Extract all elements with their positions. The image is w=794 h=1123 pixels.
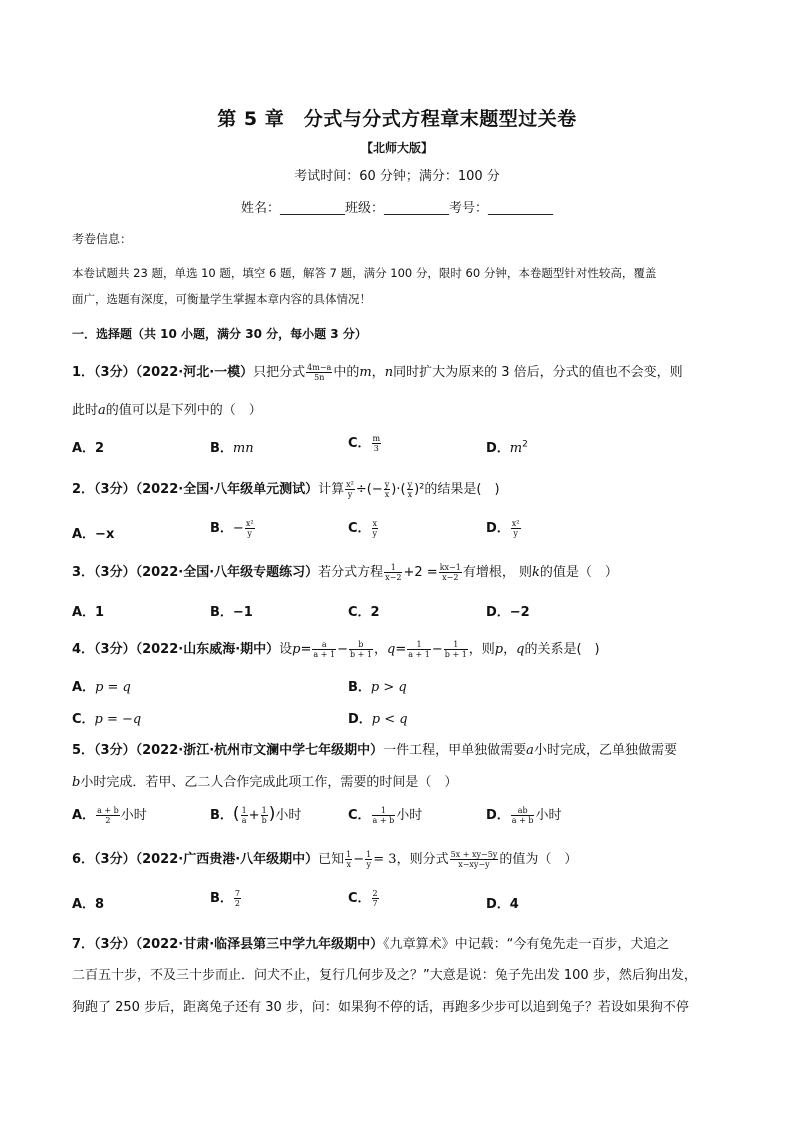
math-var: k xyxy=(531,565,540,580)
question-text: 若分式方程 xyxy=(318,565,384,580)
numerator: 1 xyxy=(261,806,267,815)
fraction xyxy=(245,519,255,538)
denominator: y xyxy=(513,529,518,538)
question-text: 的值是（ ） xyxy=(539,565,618,580)
fraction xyxy=(365,850,372,869)
denominator: a + b xyxy=(372,816,395,825)
denominator: 3 xyxy=(373,444,379,453)
intro-line: 本卷试题共 23 题，单选 10 题，填空 6 题，解答 7 题，满分 100 分，限时 60 分钟，本卷题型针对性较高，覆盖 xyxy=(72,266,657,280)
numerator: x² xyxy=(511,519,520,528)
option-label: D．−2 xyxy=(486,605,530,620)
option-b[interactable] xyxy=(210,437,254,456)
fraction xyxy=(407,480,414,499)
question-header: 2．（3分）（2022·全国·八年级单元测试） xyxy=(72,482,319,497)
fraction xyxy=(384,563,402,582)
option-label: C． xyxy=(348,521,371,536)
math-var: a xyxy=(98,403,106,418)
math-var: b xyxy=(72,775,81,790)
math-var: q xyxy=(516,642,525,657)
fraction xyxy=(345,480,355,499)
question-text: 一件工程，甲单独做需要 xyxy=(383,743,527,758)
fraction xyxy=(439,563,462,582)
option-a[interactable] xyxy=(72,523,114,542)
option-d[interactable] xyxy=(486,804,562,825)
option-d[interactable] xyxy=(486,601,530,620)
denominator: x−2 xyxy=(385,573,402,582)
question-text: )²的结果是( ) xyxy=(414,482,500,497)
numerator: 1 xyxy=(346,850,352,859)
math-op: − xyxy=(337,642,348,657)
numerator: 1 xyxy=(372,806,396,816)
option-c[interactable] xyxy=(348,804,422,825)
math-expr: p = q xyxy=(95,680,131,695)
numerator: 5x + xy−5y xyxy=(450,850,498,859)
question-header: 4．（3分）（2022·山东威海·期中） xyxy=(72,642,280,657)
fraction xyxy=(349,640,373,659)
option-a[interactable] xyxy=(72,676,131,695)
option-label: C． xyxy=(348,808,371,823)
denominator: 5n xyxy=(314,373,325,382)
denominator: a + 1 xyxy=(313,650,336,659)
math-var: q xyxy=(386,642,396,657)
question-3 xyxy=(72,561,618,582)
option-c[interactable] xyxy=(348,432,382,453)
denominator: 7 xyxy=(372,899,378,908)
option-label: A． xyxy=(72,808,96,823)
fraction xyxy=(345,850,352,869)
question-text: 小时完成．若甲、乙二人合作完成此项工作，需要的时间是（ ） xyxy=(80,775,458,790)
option-b[interactable] xyxy=(210,517,256,538)
option-label: B．−1 xyxy=(210,605,253,620)
denominator: y xyxy=(366,860,371,869)
numerator: ab xyxy=(511,806,535,816)
denominator: x−xy−y xyxy=(458,860,490,869)
fraction xyxy=(312,640,336,659)
option-label: A．1 xyxy=(72,605,105,620)
denominator: x xyxy=(346,860,351,869)
intro-line: 面广，选题有深度，可衡量学生掌握本章内容的具体情况！ xyxy=(72,292,371,306)
math-var: p xyxy=(292,642,301,657)
question-header: 6．（3分）（2022·广西贵港·八年级期中） xyxy=(72,852,319,867)
math-op: + xyxy=(248,808,260,823)
option-a[interactable] xyxy=(72,893,104,912)
numerator: m xyxy=(372,434,381,443)
option-label: C． xyxy=(348,891,371,906)
option-label: B． xyxy=(210,441,233,456)
option-b[interactable] xyxy=(210,601,253,620)
question-4 xyxy=(72,638,600,659)
denominator: x xyxy=(407,490,413,499)
fraction xyxy=(511,519,521,538)
option-a[interactable] xyxy=(72,804,147,825)
question-text: 小时完成，乙单独做需要 xyxy=(533,743,677,758)
numerator: 1 xyxy=(366,850,372,859)
fraction xyxy=(444,640,468,659)
exam-time: 考试时间：60 分钟；满分：100 分 xyxy=(294,169,500,184)
option-label: A．−x xyxy=(72,527,115,542)
denominator: 2 xyxy=(234,899,241,908)
numerator: 1 xyxy=(384,563,402,573)
math-op: − xyxy=(232,521,244,536)
info-heading: 考卷信息： xyxy=(72,232,133,246)
option-label: D． xyxy=(348,712,372,727)
fraction xyxy=(407,640,431,659)
fraction xyxy=(306,363,332,382)
denominator: y xyxy=(372,529,378,538)
question-5 xyxy=(72,739,677,758)
unit-label: 小时 xyxy=(396,808,423,823)
option-c[interactable] xyxy=(348,887,380,908)
math-op: ÷(− xyxy=(355,482,383,497)
question-header: 5．（3分）（2022·浙江·杭州市文澜中学七年级期中） xyxy=(72,743,384,758)
question-text: 只把分式 xyxy=(253,365,306,380)
question-1-line2 xyxy=(72,399,262,418)
exam-intro xyxy=(72,260,722,312)
question-header: 3．（3分）（2022·全国·八年级专题练习） xyxy=(72,565,319,580)
fraction xyxy=(372,806,396,825)
numerator: b xyxy=(349,640,373,650)
question-text: ，则分式 xyxy=(396,852,449,867)
denominator: 2 xyxy=(105,816,111,825)
fraction xyxy=(261,806,268,825)
option-b[interactable] xyxy=(210,887,242,908)
math-var: a xyxy=(526,743,534,758)
option-label: B． xyxy=(210,891,233,906)
question-7-line2: 二百五十步，不及三十步而止．问犬不止，复行几何步及之？”大意是说：兔子先出发 100 步，然后狗出发， xyxy=(72,968,697,983)
numerator: 2 xyxy=(372,889,378,898)
option-a[interactable] xyxy=(72,601,104,620)
numerator: x² xyxy=(245,519,254,528)
question-text: 已知 xyxy=(318,852,345,867)
option-label: C． xyxy=(348,436,371,451)
option-d[interactable] xyxy=(486,517,522,538)
denominator: b xyxy=(261,816,267,825)
unit-label: 小时 xyxy=(120,808,147,823)
question-text: ， xyxy=(503,642,517,657)
numerator: 7 xyxy=(234,889,241,898)
math-op: = xyxy=(395,642,407,657)
option-d[interactable] xyxy=(486,437,528,456)
numerator: a + b xyxy=(97,806,119,815)
option-b[interactable] xyxy=(348,676,407,695)
option-label: D．4 xyxy=(486,897,519,912)
math-op: = 3 xyxy=(373,852,397,867)
numerator: x² xyxy=(346,480,354,489)
fraction xyxy=(511,806,535,825)
fraction xyxy=(372,434,382,453)
section-heading: 一．选择题（共 10 小题，满分 30 分，每小题 3 分） xyxy=(72,327,367,341)
question-7-line3: 狗跑了 250 步后，距离兔子还有 30 步，问：如果狗不停的话，再跑多少步可以追到兔子？若设如果狗不停 xyxy=(72,1000,689,1015)
denominator: x−2 xyxy=(442,573,459,582)
option-label: D． xyxy=(486,441,510,456)
math-expr: p > q xyxy=(370,680,407,695)
option-a[interactable] xyxy=(72,437,104,456)
question-text: 的关系是( ) xyxy=(524,642,600,657)
numerator: a xyxy=(312,640,336,650)
unit-label: 小时 xyxy=(535,808,562,823)
numerator: 1 xyxy=(241,806,247,815)
question-text: ， xyxy=(373,642,387,657)
option-label: C．2 xyxy=(348,605,380,620)
numerator: y xyxy=(407,480,413,489)
option-label: D． xyxy=(486,808,510,823)
option-c[interactable] xyxy=(348,517,379,538)
question-header: 7．（3分）（2022·甘肃·临泽县第三中学九年级期中） xyxy=(72,937,384,952)
denominator: b + 1 xyxy=(444,650,467,659)
question-1 xyxy=(72,361,683,382)
math-expr: m xyxy=(509,441,523,456)
fraction xyxy=(450,850,499,869)
question-7 xyxy=(72,933,669,952)
question-text: 中的 xyxy=(333,365,360,380)
option-label: D． xyxy=(486,521,510,536)
math-op: )·( xyxy=(391,482,406,497)
student-info-fields: 姓名：__________班级：__________考号：__________ xyxy=(240,201,553,216)
numerator: kx−1 xyxy=(439,563,461,572)
math-expr: p < q xyxy=(371,712,408,727)
question-header: 1．（3分）（2022·河北·一模） xyxy=(72,365,254,380)
fraction xyxy=(96,806,120,825)
math-expr: p = −q xyxy=(94,712,142,727)
option-d[interactable] xyxy=(486,893,519,912)
exponent: 2 xyxy=(522,439,528,450)
option-label: A．8 xyxy=(72,897,105,912)
fraction xyxy=(372,889,379,908)
fraction xyxy=(384,480,391,499)
denominator: y xyxy=(247,529,252,538)
question-text: 同时扩大为原来的 3 倍后，分式的值也不会变，则 xyxy=(393,365,683,380)
option-label: A．2 xyxy=(72,441,105,456)
denominator: y xyxy=(347,490,353,499)
math-op: − xyxy=(431,642,443,657)
question-text: ，则 xyxy=(468,642,495,657)
denominator: a + b xyxy=(511,816,534,825)
question-2 xyxy=(72,478,500,499)
option-label: B． xyxy=(210,808,233,823)
math-expr: mn xyxy=(232,441,254,456)
question-text: 《九章算术》中记载：“今有兔先走一百步，犬追之 xyxy=(383,937,670,952)
denominator: a + 1 xyxy=(408,650,430,659)
question-text: 计算 xyxy=(318,482,345,497)
math-op: − xyxy=(353,852,365,867)
denominator: x xyxy=(384,490,390,499)
numerator: 4m−a xyxy=(307,363,332,372)
question-5-line2 xyxy=(72,771,457,790)
option-label: A． xyxy=(72,680,96,695)
denominator: b + 1 xyxy=(349,650,372,659)
question-text: 有增根， 则 xyxy=(462,565,532,580)
math-op: = xyxy=(300,642,312,657)
fraction xyxy=(241,806,248,825)
numerator: 1 xyxy=(407,640,431,650)
math-op: +2 = xyxy=(403,565,438,580)
option-c[interactable] xyxy=(348,601,380,620)
question-text: 设 xyxy=(279,642,293,657)
fraction xyxy=(234,889,241,908)
option-d[interactable] xyxy=(348,708,408,727)
unit-label: 小时 xyxy=(275,808,302,823)
option-label: B． xyxy=(348,680,371,695)
edition-label: 【北师大版】 xyxy=(360,141,433,155)
page-title: 第 5 章 分式与分式方程章末题型过关卷 xyxy=(217,108,577,130)
numerator: y xyxy=(384,480,390,489)
denominator: a xyxy=(241,816,247,825)
math-var: m xyxy=(359,365,372,380)
math-var: p xyxy=(494,642,504,657)
question-text: 的值为（ ） xyxy=(499,852,578,867)
question-text: 此时 xyxy=(72,403,99,418)
question-text: ， xyxy=(371,365,385,380)
question-6 xyxy=(72,848,577,869)
fraction xyxy=(372,519,379,538)
question-text: 的值可以是下列中的（ ） xyxy=(105,403,262,418)
option-c[interactable] xyxy=(72,708,141,727)
math-var: n xyxy=(384,365,394,380)
numerator: x xyxy=(372,519,378,528)
option-label: C． xyxy=(72,712,95,727)
numerator: 1 xyxy=(444,640,468,650)
option-label: B． xyxy=(210,521,233,536)
option-b[interactable]: B．( $\frac{1}{a}$ + $\frac{1}{b}$ )小时 xyxy=(210,804,302,825)
